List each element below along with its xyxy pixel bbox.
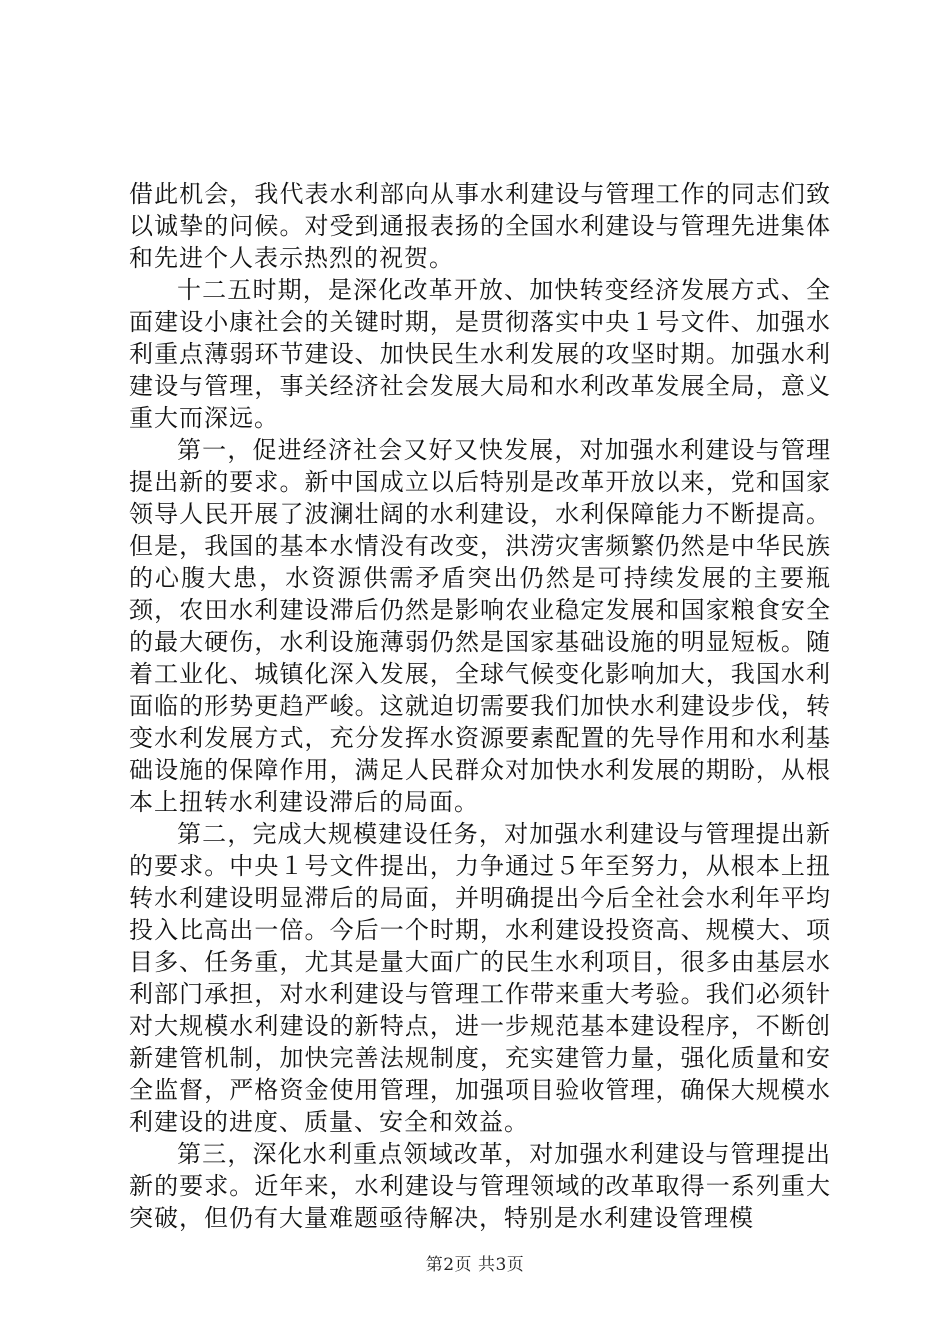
- paragraph-third-point: 第三，深化水利重点领域改革，对加强水利建设与管理提出新的要求。近年来，水利建设与管理领域的改革取得一系列重大突破，但仍有大量难题亟待解决，特别是水利建设管理模: [129, 1140, 831, 1232]
- paragraph-first-point: 第一，促进经济社会又好又快发展，对加强水利建设与管理提出新的要求。新中国成立以后特别是改革开放以来，党和国家领导人民开展了波澜壮阔的水利建设，水利保障能力不断提高。但是，我国的基本水情没有改变，洪涝灾害频繁仍然是中华民族的心腹大患，水资源供需矛盾突出仍然是可持续发展的主要瓶颈，农田水利建设滞后仍然是影响农业稳定发展和国家粮食安全的最大硬伤，水利设施薄弱仍然是国家基础设施的明显短板。随着工业化、城镇化深入发展，全球气候变化影响加大，我国水利面临的形势更趋严峻。这就迫切需要我们加快水利建设步伐，转变水利发展方式，充分发挥水资源要素配置的先导作用和水利基础设施的保障作用，满足人民群众对加快水利发展的期盼，从根本上扭转水利建设滞后的局面。: [129, 436, 831, 816]
- document-body: [129, 178, 831, 1234]
- page-number-footer: 第2页 共3页: [425, 1255, 525, 1275]
- paragraph-second-point: 第二，完成大规模建设任务，对加强水利建设与管理提出新的要求。中央１号文件提出，力争通过５年至努力，从根本上扭转水利建设明显滞后的局面，并明确提出今后全社会水利年平均投入比高出一倍。今后一个时期，水利建设投资高、规模大、项目多、任务重，尤其是量大面广的民生水利项目，很多由基层水利部门承担，对水利建设与管理工作带来重大考验。我们必须针对大规模水利建设的新特点，进一步规范基本建设程序，不断创新建管机制，加快完善法规制度，充实建管力量，强化质量和安全监督，严格资金使用管理，加强项目验收管理，确保大规模水利建设的进度、质量、安全和效益。: [129, 820, 831, 1136]
- paragraph-greeting: 借此机会，我代表水利部向从事水利建设与管理工作的同志们致以诚挚的问候。对受到通报表扬的全国水利建设与管理先进集体和先进个人表示热烈的祝贺。: [129, 180, 831, 272]
- paragraph-twelfth-five-year: 十二五时期，是深化改革开放、加快转变经济发展方式、全面建设小康社会的关键时期，是贯彻落实中央１号文件、加强水利重点薄弱环节建设、加快民生水利发展的攻坚时期。加强水利建设与管理，事关经济社会发展大局和水利改革发展全局，意义重大而深远。: [129, 276, 831, 432]
